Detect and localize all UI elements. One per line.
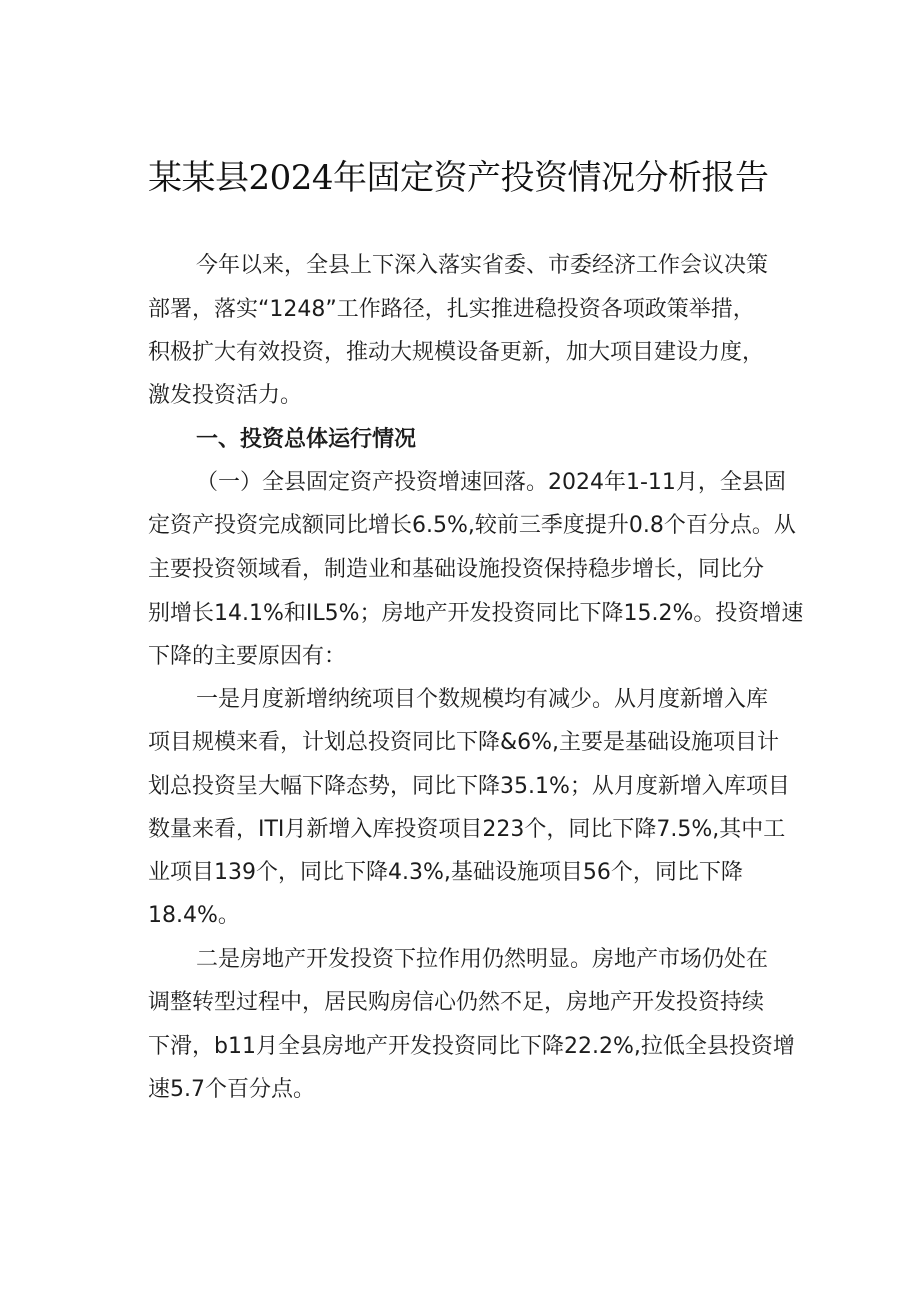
paragraph-line: 二是房地产开发投资下拉作用仍然明显。房地产市场仍处在 bbox=[196, 947, 769, 972]
paragraph-line: 下降的主要原因有： bbox=[148, 644, 347, 669]
document-title: 某某县2024年固定资产投资情况分析报告 bbox=[148, 158, 769, 198]
paragraph-line: 下滑，b11月全县房地产开发投资同比下降22.2%,拉低全县投资增 bbox=[148, 1034, 795, 1059]
paragraph-line: 部署，落实“1248”工作路径，扎实推进稳投资各项政策举措， bbox=[148, 297, 755, 322]
paragraph-line: 调整转型过程中，居民购房信心仍然不足，房地产开发投资持续 bbox=[148, 990, 765, 1015]
paragraph-line: 数量来看，ITI月新增入库投资项目223个，同比下降7.5%,其中工 bbox=[148, 817, 786, 842]
paragraph-line: 18.4%。 bbox=[148, 903, 240, 928]
paragraph-line: 定资产投资完成额同比增长6.5%,较前三季度提升0.8个百分点。从 bbox=[148, 513, 796, 538]
paragraph-line: 主要投资领域看，制造业和基础设施投资保持稳步增长，同比分 bbox=[148, 557, 765, 582]
paragraph-line: 别增长14.1%和IL5%；房地产开发投资同比下降15.2%。投资增速 bbox=[148, 601, 804, 626]
paragraph-line: 今年以来，全县上下深入落实省委、市委经济工作会议决策 bbox=[196, 253, 769, 278]
paragraph-line: 划总投资呈大幅下降态势，同比下降35.1%；从月度新增入库项目 bbox=[148, 774, 790, 799]
paragraph-line: （一）全县固定资产投资增速回落。2024年1-11月，全县固 bbox=[196, 470, 786, 495]
paragraph-line: 积极扩大有效投资，推动大规模设备更新，加大项目建设力度， bbox=[148, 340, 765, 365]
paragraph-line: 速5.7个百分点。 bbox=[148, 1077, 315, 1102]
paragraph-line: 项目规模来看，计划总投资同比下降&6%,主要是基础设施项目计 bbox=[148, 730, 780, 755]
paragraph-line: 激发投资活力。 bbox=[148, 383, 303, 408]
section-heading: 一、投资总体运行情况 bbox=[196, 427, 417, 452]
paragraph-line: 业项目139个，同比下降4.3%,基础设施项目56个，同比下降 bbox=[148, 860, 743, 885]
paragraph-line: 一是月度新增纳统项目个数规模均有减少。从月度新增入库 bbox=[196, 687, 769, 712]
